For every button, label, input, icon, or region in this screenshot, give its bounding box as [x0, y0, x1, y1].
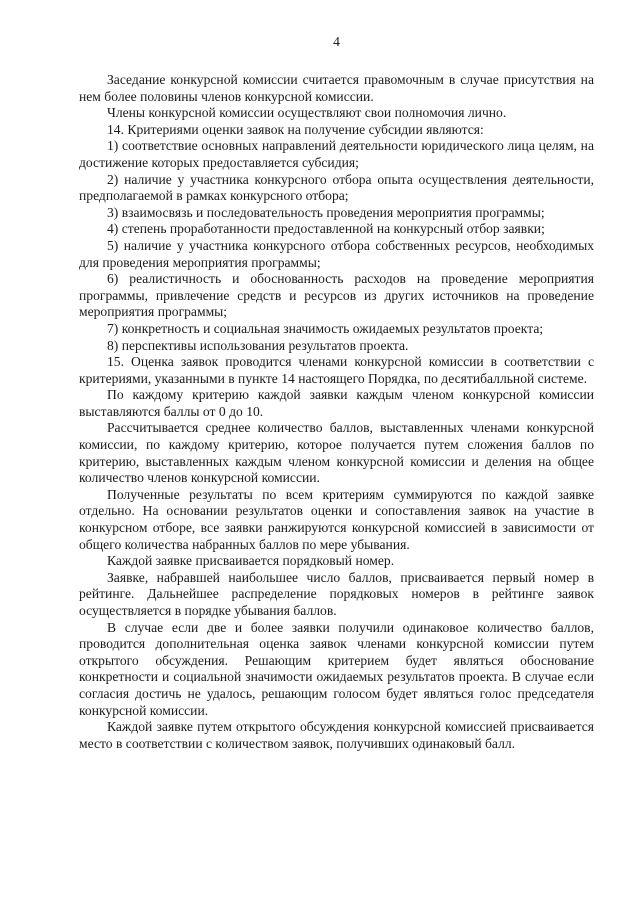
criterion-item-4: 4) степень проработанности предоставленной на конкурсный отбор заявки; — [107, 221, 545, 237]
criterion-item-3: 3) взаимосвязь и последовательность проведения мероприятия программы; — [107, 204, 545, 220]
paragraph-tie-break: В случае если две и более заявки получили одинаковое количество баллов, проводится дополнительная оценка заявок членами конкурсной комиссии путем открытого обсуждения. Решающим критерием будет являться обоснование конкретности и социальной значимости ожидаемых результатов проекта. В случае если согласия достичь не удалось, решающим голосом будет являться голос председателя конкурсной комиссии. — [79, 619, 594, 718]
page-number: 4 — [333, 34, 340, 49]
paragraph-evaluation-system: 15. Оценка заявок проводится членами конкурсной комиссии в соответствии с критериями, указанными в пункте 14 настоящего Порядка, по десятибалльной системе. — [79, 354, 594, 386]
criterion-item-2: 2) наличие у участника конкурсного отбора опыта осуществления деятельности, предполагаемой в рамках конкурсного отбора; — [79, 171, 594, 204]
criterion-item-5: 5) наличие у участника конкурсного отбора собственных ресурсов, необходимых для проведения мероприятия программы; — [79, 237, 594, 270]
criterion-item-8: 8) перспективы использования результатов проекта. — [107, 337, 409, 353]
paragraph-ranking: Полученные результаты по всем критериям суммируются по каждой заявке отдельно. На основании результатов оценки и сопоставления заявок на участие в конкурсном отборе, все заявки ранжируются конкурсной комиссией в зависимости от общего количества набранных баллов по мере убывания. — [79, 486, 594, 552]
criterion-item-6: 6) реалистичность и обоснованность расходов на проведение мероприятия программы, привлечение средств и ресурсов из других источников на проведение мероприятия программы; — [79, 271, 594, 320]
paragraph-score-range: По каждому критерию каждой заявки каждым членом конкурсной комиссии выставляются баллы от 0 до 10. — [79, 387, 594, 419]
paragraph-criteria-heading: 14. Критериями оценки заявок на получение субсидии являются: — [107, 121, 484, 137]
paragraph-first-place: Заявке, набравшей наибольшее число баллов, присваивается первый номер в рейтинге. Дальнейшее распределение порядковых номеров в рейтинге заявок осуществляется в порядке убывания баллов. — [79, 569, 594, 618]
criterion-item-7: 7) конкретность и социальная значимость ожидаемых результатов проекта; — [107, 320, 544, 336]
criterion-item-1: 1) соответствие основных направлений деятельности юридического лица целям, на достижение которых предоставляется субсидия; — [79, 138, 594, 170]
paragraph-ordinal-number: Каждой заявке присваивается порядковый номер. — [107, 553, 395, 569]
paragraph-quorum: Заседание конкурсной комиссии считается правомочным в случае присутствия на нем более половины членов конкурсной комиссии. — [79, 72, 594, 104]
paragraph-personal-powers: Члены конкурсной комиссии осуществляют свои полномочия лично. — [107, 105, 507, 121]
paragraph-average-score: Рассчитывается среднее количество баллов, выставленных членами конкурсной комиссии, по каждому критерию, которое получается путем сложения баллов по критерию, выставленных каждым членом конкурсной комиссии и деления на общее количество членов конкурсной комиссии. — [79, 420, 594, 486]
paragraph-tie-placement: Каждой заявке путем открытого обсуждения конкурсной комиссией присваивается место в соответствии с количеством заявок, получивших одинаковый балл. — [79, 719, 594, 751]
document-body — [79, 72, 594, 752]
